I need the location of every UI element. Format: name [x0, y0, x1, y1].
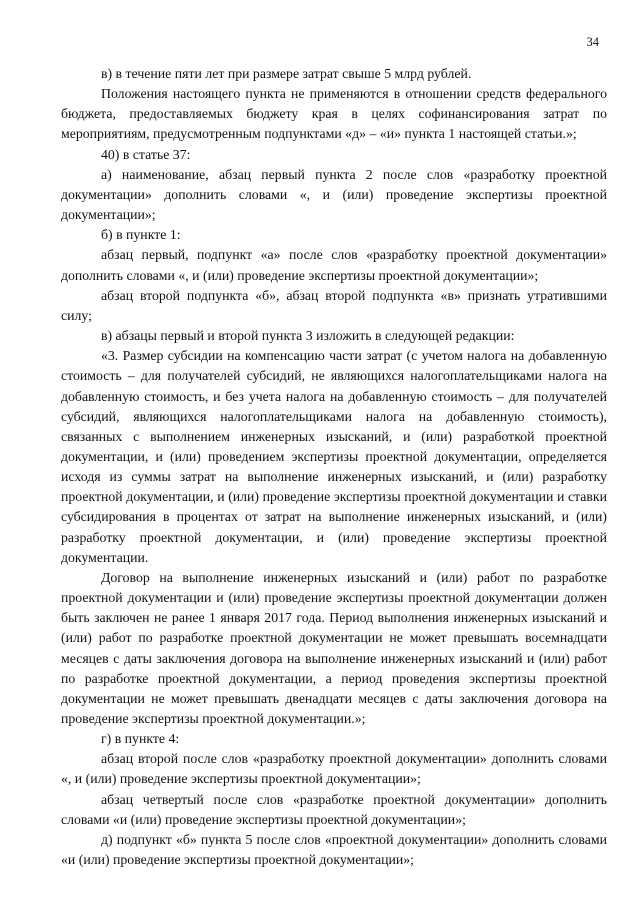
paragraph-second-subitems-repealed: абзац второй подпункта «б», абзац второй подпункта «в» признать утратившими силу;: [61, 287, 607, 323]
paragraph-article-37-heading: 40) в статье 37:: [101, 146, 191, 162]
paragraph-item-g-heading: г) в пункте 4:: [101, 731, 180, 747]
paragraph-subsidy-size: «3. Размер субсидии на компенсацию части затрат (с учетом налога на добавленную стоимость – для получателей субсидий, не являющихся налогоплательщиками налога на добавленную стоимость, и без учета налога на добавленную стоимость – для получателей субсидий, являющихся налогоплательщиками налога на добавленную стоимость), связанных с выполнением инженерных изысканий, и (или) разработкой проектной документации, и (или) проведением экспертизы проектной документации, определяется исходя из суммы затрат на выполнение инженерных изысканий, и (или) разработку проектной документации, и (или) проведение экспертизы проектной документации и ставки субсидирования в процентах от затрат на выполнение инженерных изысканий, и (или) разработку проектной документации, и (или) проведение экспертизы проектной документации.: [61, 348, 607, 565]
paragraph-item-a-name: а) наименование, абзац первый пункта 2 после слов «разработку проектной документации» дополнить словами «, и (или) проведение экспертизы проектной документации»;: [61, 166, 607, 223]
paragraph-second-addition: абзац второй после слов «разработку проектной документации» дополнить словами «, и (или) проведение экспертизы проектной документации»;: [61, 751, 607, 787]
page-number: 34: [586, 35, 599, 49]
paragraph-item-b-heading: б) в пункте 1:: [101, 227, 181, 243]
paragraph-item-v-heading: в) абзацы первый и второй пункта 3 изложить в следующей редакции:: [101, 328, 515, 344]
paragraph-item-v-five-years: в) в течение пяти лет при размере затрат свыше 5 млрд рублей.: [101, 66, 472, 81]
paragraph-provisions-not-applied: Положения настоящего пункта не применяются в отношении средств федерального бюджета, предоставляемых бюджету края в целях софинансирования затрат по мероприятиям, предусмотренным подпунктами «д» – «и» пункта 1 настоящей статьи.»;: [61, 86, 607, 142]
paragraph-first-subitem-a: абзац первый, подпункт «а» после слов «разработку проектной документации» дополнить словами «, и (или) проведение экспертизы проектной документации»;: [61, 247, 607, 283]
paragraph-item-d-addition: д) подпункт «б» пункта 5 после слов «проектной документации» дополнить словами «и (или) проведение экспертизы проектной документации»;: [61, 831, 607, 868]
paragraph-fourth-addition: абзац четвертый после слов «разработке проектной документации» дополнить словами «и (или) проведение экспертизы проектной документации»;: [61, 791, 607, 827]
paragraph-contract-terms: Договор на выполнение инженерных изысканий и (или) работ по разработке проектной документации и (или) проведение экспертизы проектной документации должен быть заключен не ранее 1 января 2017 года. Период выполнения инженерных изысканий и (или) работ по разработке проектной документации не может превышать восемнадцати месяцев с даты заключения договора на выполнение инженерных изысканий и (или) работ по разработке проектной документации, а период проведения экспертизы проектной документации не может превышать двенадцати месяцев с даты заключения договора на проведение экспертизы проектной документации.»;: [61, 569, 607, 726]
document-body: [61, 64, 607, 870]
